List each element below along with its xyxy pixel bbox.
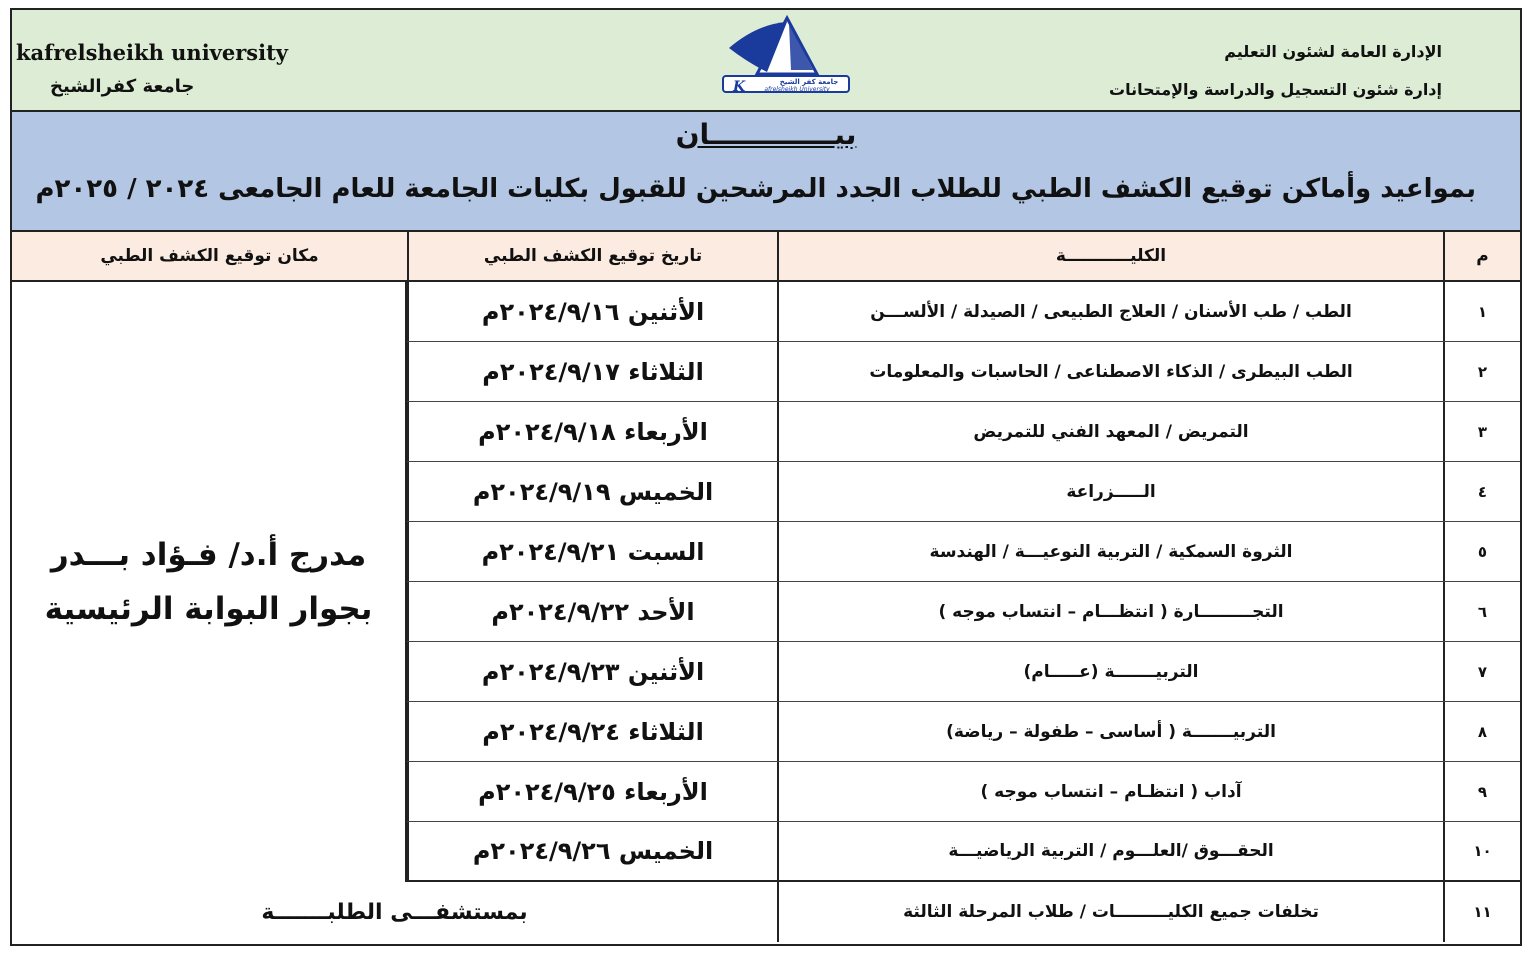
row-date: الأربعاء ٢٠٢٤/٩/١٨م: [407, 402, 777, 461]
row-place: بمستشفـــى الطلبـــــــة: [261, 899, 528, 925]
row-num: ٨: [1443, 702, 1520, 761]
row-num: ١: [1443, 282, 1520, 341]
row-num: ٩: [1443, 762, 1520, 821]
row-faculty: التربيـــــــة ( أساسى – طفولة – رياضة): [777, 702, 1443, 761]
row-date: الخميس ٢٠٢٤/٩/٢٦م: [407, 822, 777, 880]
header-num: م: [1443, 232, 1520, 280]
row-date: الخميس ٢٠٢٤/٩/١٩م: [407, 462, 777, 521]
row-num: ١٠: [1443, 822, 1520, 880]
row-date: الأثنين ٢٠٢٤/٩/٢٣م: [407, 642, 777, 701]
letterhead: [12, 10, 1520, 112]
university-name-ar: جامعة كفرالشيخ: [50, 76, 195, 97]
title-band: [12, 112, 1520, 232]
row-date: الثلاثاء ٢٠٢٤/٩/٢٤م: [407, 702, 777, 761]
row-date: الثلاثاء ٢٠٢٤/٩/١٧م: [407, 342, 777, 401]
row-faculty: التجـــــــــارة ( انتظـــام – انتساب موجه ): [777, 582, 1443, 641]
row-faculty: آداب ( انتظـام – انتساب موجه ): [777, 762, 1443, 821]
row-faculty: الطب البيطرى / الذكاء الاصطناعى / الحاسبات والمعلومات: [777, 342, 1443, 401]
table-row-last: [12, 882, 1520, 942]
row-faculty: تخلفات جميع الكليـــــــــات / طلاب المرحلة الثالثة: [777, 882, 1443, 942]
logo-text-en: afrelsheikh University: [764, 86, 830, 93]
university-name-en: kafrelsheikh university: [16, 40, 288, 65]
row-faculty: الطب / طب الأسنان / العلاج الطبيعى / الصيدلة / الألســـن: [777, 282, 1443, 341]
table-header-row: [12, 232, 1520, 282]
schedule-table: [12, 232, 1520, 944]
row-num: ٦: [1443, 582, 1520, 641]
place-line-2: بجوار البوابة الرئيسية: [44, 591, 373, 627]
row-num: ٥: [1443, 522, 1520, 581]
merged-place-cell: [12, 282, 407, 882]
place-line-1: مدرج أ.د/ فـؤاد بـــدر: [50, 537, 367, 573]
row-faculty: الثروة السمكية / التربية النوعيـــة / الهندسة: [777, 522, 1443, 581]
row-date: السبت ٢٠٢٤/٩/٢١م: [407, 522, 777, 581]
department-line-1: الإدارة العامة لشئون التعليم: [1224, 42, 1442, 61]
row-num: ١١: [1443, 882, 1520, 942]
row-date: الأربعاء ٢٠٢٤/٩/٢٥م: [407, 762, 777, 821]
department-line-2: إدارة شئون التسجيل والدراسة والإمتحانات: [1109, 80, 1442, 99]
document-heading: بيـــــــــــــان: [675, 118, 857, 151]
row-faculty: التمريض / المعهد الفني للتمريض: [777, 402, 1443, 461]
row-num: ٧: [1443, 642, 1520, 701]
row-date: الأثنين ٢٠٢٤/٩/١٦م: [407, 282, 777, 341]
row-num: ٣: [1443, 402, 1520, 461]
row-faculty: الحقـــوق /العلـــوم / التربية الرياضيـــة: [777, 822, 1443, 880]
header-faculty: الكليـــــــــــة: [777, 232, 1443, 280]
row-date: الأحد ٢٠٢٤/٩/٢٢م: [407, 582, 777, 641]
university-logo: [717, 14, 855, 96]
row-num: ٤: [1443, 462, 1520, 521]
table-body: [12, 282, 1520, 882]
row-faculty: التربيـــــــة (عـــــام): [777, 642, 1443, 701]
document-sheet: [10, 8, 1522, 946]
header-place: مكان توقيع الكشف الطبي: [100, 246, 319, 266]
header-date: تاريخ توقيع الكشف الطبي: [407, 232, 777, 280]
row-num: ٢: [1443, 342, 1520, 401]
logo-letter: K: [733, 79, 746, 95]
logo-text-ar: جامعة كفر الشيخ: [779, 78, 839, 86]
row-faculty: الـــــزراعة: [777, 462, 1443, 521]
document-subtitle: بمواعيد وأماكن توقيع الكشف الطبي للطلاب الجدد المرشحين للقبول بكليات الجامعة للعام الجامعى ٢٠٢٤ / ٢٠٢٥م: [35, 174, 1476, 204]
